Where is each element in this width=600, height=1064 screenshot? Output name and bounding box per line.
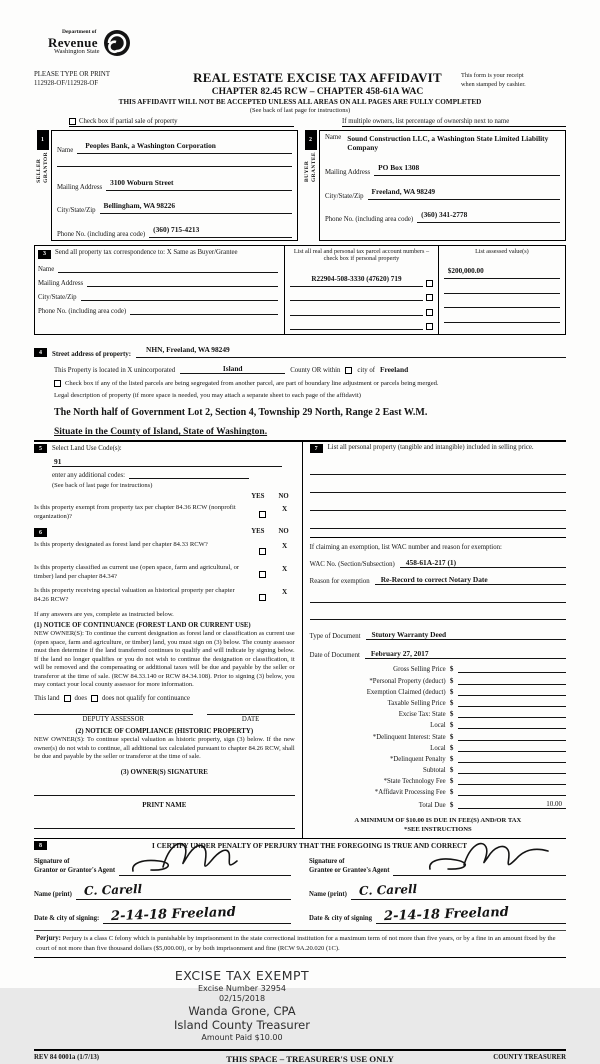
forest-yes-checkbox[interactable] bbox=[259, 548, 266, 555]
reason-label: Reason for exemption bbox=[309, 578, 370, 586]
land-use-label: Select Land Use Code(s): bbox=[52, 445, 122, 453]
subtotal-input[interactable] bbox=[458, 766, 566, 774]
section-4-tab: 4 bbox=[34, 348, 47, 357]
multiple-owners-label: If multiple owners, list percentage of ownership next to name bbox=[342, 118, 566, 127]
grantee-date-city-line[interactable] bbox=[376, 905, 566, 924]
grantee-name-print-label: Name (print) bbox=[309, 891, 347, 899]
grantor-signature-column bbox=[34, 853, 291, 924]
seller-phone-value[interactable]: (360) 715-4213 bbox=[153, 224, 200, 234]
stamp-exempt-line: EXCISE TAX EXEMPT bbox=[174, 968, 310, 984]
stamp-treasurer-name: Wanda Grone, CPA bbox=[188, 1004, 296, 1019]
no-header-2: NO bbox=[278, 528, 289, 536]
buyer-mailing-label: Mailing Address bbox=[325, 169, 371, 176]
notice-compliance-title: (2) NOTICE OF COMPLIANCE (HISTORIC PROPERTY) bbox=[75, 728, 254, 736]
delinquent-penalty-input[interactable] bbox=[458, 755, 566, 763]
dollar-sign: $ bbox=[449, 698, 454, 707]
parcel-1-personal-checkbox[interactable] bbox=[426, 280, 433, 287]
delinquent-penalty-label: *Delinquent Penalty bbox=[389, 755, 446, 763]
reason-value[interactable]: Re-Record to correct Notary Date bbox=[380, 575, 488, 585]
dollar-sign: $ bbox=[449, 777, 454, 786]
buyer-phone-label: Phone No. (including area code) bbox=[325, 216, 414, 223]
buyer-box bbox=[319, 130, 566, 241]
dollar-sign: $ bbox=[449, 665, 454, 674]
receipt-note bbox=[461, 70, 566, 90]
no-header: NO bbox=[278, 493, 289, 501]
revenue-swirl-icon bbox=[102, 28, 132, 58]
county-or-label: County OR within bbox=[290, 367, 341, 375]
dollar-sign: $ bbox=[449, 800, 454, 809]
assessed-column bbox=[438, 246, 565, 335]
print-name-line[interactable] bbox=[34, 819, 295, 829]
parcel-2-input[interactable] bbox=[290, 292, 423, 301]
parcel-4-personal-checkbox[interactable] bbox=[426, 323, 433, 330]
acceptance-warning: THIS AFFIDAVIT WILL NOT BE ACCEPTED UNLESS ALL AREAS ON ALL PAGES ARE FULLY COMPLETED bbox=[118, 98, 482, 106]
personal-property-line-4[interactable] bbox=[310, 519, 566, 529]
seller-gutter bbox=[34, 130, 51, 241]
doc-type-label: Type of Document bbox=[309, 633, 361, 641]
personal-property-deduct-label: *Personal Property (deduct) bbox=[369, 677, 446, 685]
grantor-role-label: GRANTOR bbox=[42, 152, 49, 183]
city-of-label: city of bbox=[357, 367, 375, 375]
this-land-label: This land bbox=[34, 695, 60, 703]
forest-land-question: Is this property designated as forest land per chapter 84.33 RCW? bbox=[34, 541, 208, 549]
form-subtitle: CHAPTER 82.45 RCW – CHAPTER 458-61A WAC bbox=[211, 87, 424, 97]
assessed-column-header: List assessed value(s) bbox=[475, 247, 529, 255]
forest-no-answer[interactable]: X bbox=[282, 542, 288, 551]
does-not-label: does not qualify for continuance bbox=[101, 695, 190, 703]
assessed-value-4-input[interactable] bbox=[444, 314, 560, 323]
state-technology-fee-label: *State Technology Fee bbox=[383, 778, 446, 786]
right-column bbox=[303, 442, 566, 838]
city-checkbox[interactable] bbox=[345, 367, 352, 374]
see-back-note-left: (See back of last page for instructions) bbox=[52, 482, 153, 490]
corr-phone-label: Phone No. (including area code) bbox=[38, 307, 127, 315]
personal-property-line-3[interactable] bbox=[310, 501, 566, 511]
reason-extra-line-2[interactable] bbox=[310, 610, 566, 620]
dor-logo bbox=[48, 30, 566, 68]
minimum-note bbox=[310, 817, 566, 835]
grantor-name-print-label: Name (print) bbox=[34, 891, 72, 899]
deputy-assessor-signature-line[interactable] bbox=[34, 714, 193, 715]
section-3-tab: 3 bbox=[38, 250, 51, 259]
bottom-rule bbox=[34, 1049, 566, 1051]
treasurer-stamp bbox=[112, 968, 372, 1042]
doc-date-value[interactable]: February 27, 2017 bbox=[370, 649, 429, 659]
section-8-tab: 8 bbox=[34, 841, 47, 850]
gross-selling-price-label: Gross Selling Price bbox=[393, 666, 446, 674]
seller-mailing-label: Mailing Address bbox=[57, 183, 103, 191]
certify-bar bbox=[34, 839, 566, 852]
dollar-sign: $ bbox=[449, 754, 454, 763]
street-address-value[interactable]: NHN, Freeland, WA 98249 bbox=[146, 345, 230, 355]
deputy-assessor-label: DEPUTY ASSESSOR bbox=[82, 716, 145, 724]
legal-description-label: Legal description of property (if more space is needed, you may attach a separate sheet to each page of the affidavit) bbox=[54, 392, 361, 400]
form-header bbox=[34, 70, 566, 97]
deputy-assessor-date-line[interactable] bbox=[207, 714, 295, 715]
stamp-date: 02/15/2018 bbox=[218, 994, 266, 1004]
partial-sale-label: Check box if partial sale of property bbox=[79, 118, 178, 125]
footer bbox=[34, 1054, 566, 1064]
grantee-name-print-value: C. Carell bbox=[358, 882, 418, 899]
county-treasurer-label: COUNTY TREASURER bbox=[493, 1053, 566, 1061]
dollar-sign: $ bbox=[449, 766, 454, 775]
exemption-intro: If claiming an exemption, list WAC number and reason for exemption: bbox=[310, 537, 566, 551]
buyer-citystatezip-label: City/State/Zip bbox=[325, 192, 364, 200]
minimum-note-line2: *SEE INSTRUCTIONS bbox=[404, 825, 472, 833]
date-label: DATE bbox=[241, 716, 260, 724]
city-name-value[interactable]: Freeland bbox=[379, 365, 409, 375]
buyer-phone-value[interactable]: (360) 341-2778 bbox=[421, 210, 468, 219]
section-1-tab: 1 bbox=[37, 130, 49, 150]
grantor-name-print-line[interactable] bbox=[76, 881, 291, 900]
taxable-selling-price-label: Taxable Selling Price bbox=[387, 699, 446, 707]
seller-section bbox=[34, 130, 298, 241]
grantor-date-city-line[interactable] bbox=[103, 905, 291, 924]
exempt-yes-checkbox[interactable] bbox=[259, 511, 266, 518]
wac-value[interactable]: 458-61A-217 (1) bbox=[405, 558, 457, 568]
dollar-sign: $ bbox=[449, 732, 454, 741]
assessed-value-3-input[interactable] bbox=[444, 299, 560, 308]
exemption-claimed-label: Exemption Claimed (deduct) bbox=[366, 688, 446, 696]
header-left bbox=[34, 70, 174, 88]
grantee-date-city-label: Date & city of signing bbox=[309, 915, 373, 923]
delinquent-interest-state-label: *Delinquent Interest: State bbox=[372, 733, 446, 741]
dollar-sign: $ bbox=[449, 710, 454, 719]
historical-question: Is this property receiving special valuation as historical property per chapter 84.26 RCW? bbox=[34, 587, 235, 603]
grantee-signature-column bbox=[309, 853, 566, 924]
taxable-selling-price-input[interactable] bbox=[458, 699, 566, 707]
dollar-sign: $ bbox=[449, 721, 454, 730]
grantor-signature-line[interactable] bbox=[119, 868, 291, 876]
wac-label: WAC No. (Section/Subsection) bbox=[309, 561, 395, 569]
exemption-claimed-input[interactable] bbox=[458, 688, 566, 696]
personal-property-line-2[interactable] bbox=[310, 483, 566, 493]
corr-citystatezip-label: City/State/Zip bbox=[38, 293, 77, 301]
header-center bbox=[174, 70, 461, 97]
delinquent-interest-local-input[interactable] bbox=[458, 744, 566, 752]
current-use-question: Is this property classified as current use (open space, farm and agricultural, or timber) land per chapter 84.34? bbox=[34, 564, 240, 580]
county-value[interactable]: Island bbox=[180, 364, 285, 374]
grantee-date-city-value: 2-14-18 Freeland bbox=[383, 904, 510, 925]
corr-name-input[interactable] bbox=[58, 265, 278, 273]
state-technology-fee-input[interactable] bbox=[458, 777, 566, 785]
seller-citystatezip-label: City/State/Zip bbox=[57, 207, 96, 214]
owners-signature-label: (3) OWNER(S) SIGNATURE bbox=[120, 768, 208, 776]
seller-box bbox=[51, 130, 298, 241]
historical-yes-checkbox[interactable] bbox=[259, 594, 266, 601]
personal-property-header: List all personal property (tangible and intangible) included in selling price. bbox=[327, 444, 534, 452]
form-code: 112928-OF/112928-OF bbox=[34, 80, 99, 88]
buyer-role-label: BUYER bbox=[304, 160, 311, 182]
grantee-sig-label: Signature of Grantee or Grantee's Agent bbox=[309, 858, 390, 875]
dollar-sign: $ bbox=[449, 743, 454, 752]
perjury-label: Perjury: bbox=[36, 935, 61, 943]
left-column bbox=[34, 442, 303, 838]
additional-codes-label: enter any additional codes: bbox=[52, 472, 126, 480]
buyer-name-value[interactable]: Sound Construction LLC, a Washington State Limited Liability Company bbox=[347, 134, 549, 153]
excise-tax-state-input[interactable] bbox=[458, 710, 566, 718]
excise-tax-local-input[interactable] bbox=[458, 721, 566, 729]
dollar-sign: $ bbox=[449, 676, 454, 685]
grantor-date-city-value: 2-14-18 Freeland bbox=[111, 904, 237, 925]
partial-sale-row bbox=[34, 118, 566, 127]
grantee-role-label: GRANTEE bbox=[310, 152, 317, 182]
minimum-note-line1: A MINIMUM OF $10.00 IS DUE IN FEE(S) AND/OR TAX bbox=[354, 816, 522, 824]
exempt-question: Is this property exempt from property tax per chapter 84.36 RCW (nonprofit organization)? bbox=[34, 504, 236, 520]
corr-mailing-input[interactable] bbox=[87, 279, 278, 287]
parties bbox=[34, 130, 566, 241]
segregated-label: Check box if any of the listed parcels are being segregated from another parcel, are part of boundary line adjustment or parcels being merged. bbox=[65, 380, 439, 388]
reason-extra-line-1[interactable] bbox=[310, 593, 566, 603]
current-use-yes-checkbox[interactable] bbox=[259, 571, 266, 578]
total-due-label: Total Due bbox=[418, 801, 446, 809]
current-use-no-answer[interactable]: X bbox=[282, 565, 288, 574]
affidavit-processing-fee-input[interactable] bbox=[458, 788, 566, 796]
print-name-label: PRINT NAME bbox=[142, 801, 187, 809]
parcel-2-personal-checkbox[interactable] bbox=[426, 294, 433, 301]
seller-name-value[interactable]: Peoples Bank, a Washington Corporation bbox=[85, 141, 216, 150]
grantee-signature-line[interactable] bbox=[393, 868, 566, 876]
total-due-input[interactable] bbox=[458, 800, 566, 809]
delinquent-interest-state-input[interactable] bbox=[458, 733, 566, 741]
logo-washington-state: Washington State bbox=[54, 47, 100, 55]
legal-description-value[interactable]: The North half of Government Lot 2, Section 4, Township 29 North, Range 2 East W.M. bbox=[54, 407, 428, 419]
section-7-tab: 7 bbox=[310, 444, 323, 453]
seller-name-label: Name bbox=[57, 147, 74, 154]
see-back-note: (See back of last page for instructions) bbox=[249, 107, 351, 114]
personal-property-line-1[interactable] bbox=[310, 465, 566, 475]
seller-citystatezip-value[interactable]: Bellingham, WA 98226 bbox=[103, 201, 176, 210]
stamp-excise-number: Excise Number 32954 bbox=[197, 984, 287, 994]
dor-logo-text bbox=[48, 30, 100, 55]
seller-phone-label: Phone No. (including area code) bbox=[57, 230, 146, 238]
parcel-column-header: List all real and personal tax parcel account numbers – check box if personal property bbox=[293, 247, 430, 262]
if-yes-note: If any answers are yes, complete as instructed below. bbox=[34, 611, 174, 619]
personal-property-deduct-input[interactable] bbox=[458, 677, 566, 685]
excise-tax-state-label: Excise Tax: State bbox=[398, 711, 446, 719]
section-5-tab: 5 bbox=[34, 444, 47, 453]
buyer-citystatezip-value[interactable]: Freeland, WA 98249 bbox=[371, 186, 436, 196]
assessed-value-2-input[interactable] bbox=[444, 285, 560, 294]
logo-department-of: Department of bbox=[62, 29, 97, 35]
additional-codes-input[interactable] bbox=[129, 471, 249, 479]
subtotal-label: Subtotal bbox=[422, 767, 446, 775]
grantor-date-city-label: Date & city of signing: bbox=[34, 915, 100, 923]
corr-name-label: Name bbox=[38, 265, 55, 273]
parcel-4-input[interactable] bbox=[290, 321, 423, 330]
correspondence-column bbox=[35, 246, 284, 335]
stamp-treasurer-title: Island County Treasurer bbox=[174, 1018, 310, 1033]
notice-compliance-body: NEW OWNER(S): To continue special valuation as historic property, sign (3) below. If the new owner(s) do not wish to continue, all additional tax calculated pursuant to chapter 84.26 RCW, shall be due and payable by the seller or transferor at the time of sale. bbox=[34, 736, 295, 761]
please-type-label: PLEASE TYPE OR PRINT bbox=[34, 71, 110, 78]
logo-revenue: Revenue bbox=[48, 34, 98, 50]
section-3-correspondence bbox=[34, 245, 566, 336]
doc-date-label: Date of Document bbox=[309, 652, 360, 660]
parcel-number-value[interactable]: R22904-508-3330 (47620) 719 bbox=[311, 274, 402, 283]
gross-selling-price-input[interactable] bbox=[458, 665, 566, 673]
corr-phone-input[interactable] bbox=[130, 307, 278, 315]
corr-citystatezip-input[interactable] bbox=[81, 293, 279, 301]
buyer-mailing-value[interactable]: PO Box 1308 bbox=[378, 163, 420, 172]
located-prefix: This Property is located in X unincorporated bbox=[54, 367, 176, 375]
main-two-column bbox=[34, 440, 566, 839]
parcel-3-personal-checkbox[interactable] bbox=[426, 309, 433, 316]
does-not-checkbox[interactable] bbox=[91, 695, 98, 702]
land-use-code-value[interactable]: 91 bbox=[52, 457, 282, 467]
parcel-column bbox=[284, 246, 438, 335]
assessed-value-1[interactable]: $200,000.00 bbox=[447, 267, 484, 276]
corr-mailing-label: Mailing Address bbox=[38, 279, 84, 287]
grantor-name-print-value: C. Carell bbox=[83, 882, 143, 899]
perjury-body: Perjury is a class C felony which is punishable by imprisonment in the state correctional institution for a maximum term of not more than five years, or by a fine in an amount fixed by the court of not more than five thousand dollars ($5,000.00), or by both imprisonment and fine (RCW 9A.20.020 (1C). bbox=[36, 935, 556, 952]
section-2-tab: 2 bbox=[305, 130, 317, 150]
treasurer-use-only-label: THIS SPACE – TREASURER'S USE ONLY bbox=[226, 1053, 394, 1064]
grantee-name-print-line[interactable] bbox=[351, 881, 566, 900]
yes-header: YES bbox=[251, 493, 265, 501]
form-title: REAL ESTATE EXCISE TAX AFFIDAVIT bbox=[193, 70, 442, 85]
section-4-property bbox=[34, 339, 566, 437]
historical-no-answer[interactable]: X bbox=[282, 588, 288, 597]
receipt-note-line2: when stamped by cashier. bbox=[461, 80, 526, 88]
situate-line: Situate in the County of Island, State of Washington. bbox=[54, 427, 268, 438]
notice-continuance-title: (1) NOTICE OF CONTINUANCE (FOREST LAND OR CURRENT USE) bbox=[34, 622, 251, 630]
total-due-value: 10.00 bbox=[546, 799, 562, 808]
partial-sale-checkbox[interactable] bbox=[69, 118, 76, 125]
affidavit-processing-fee-label: *Affidavit Processing Fee bbox=[374, 789, 446, 797]
doc-type-value[interactable]: Stutory Warranty Deed bbox=[371, 630, 447, 640]
parcel-3-input[interactable] bbox=[290, 307, 423, 316]
does-label: does bbox=[74, 695, 87, 703]
seller-mailing-value[interactable]: 3100 Woburn Street bbox=[110, 177, 174, 187]
street-address-label: Street address of property: bbox=[52, 351, 132, 359]
correspondence-label: Send all property tax correspondence to: X Same as Buyer/Grantee bbox=[55, 248, 238, 256]
excise-tax-local-label: Local bbox=[430, 722, 446, 730]
rev-number: REV 84 0001a (1/7/13) bbox=[34, 1053, 100, 1061]
section-6-tab: 6 bbox=[34, 528, 47, 537]
owners-signature-line[interactable] bbox=[34, 786, 295, 796]
exempt-no-answer[interactable]: X bbox=[282, 505, 288, 514]
seller-name-extra-line[interactable] bbox=[57, 159, 292, 167]
segregated-checkbox[interactable] bbox=[54, 380, 61, 387]
delinquent-interest-local-label: Local bbox=[430, 744, 446, 752]
certify-statement: I CERTIFY UNDER PENALTY OF PERJURY THAT THE FOREGOING IS TRUE AND CORRECT bbox=[152, 841, 467, 850]
notice-continuance-body: NEW OWNER(S): To continue the current designation as forest land or classification as current use (open space, farm and agriculture, or timber) land, you must sign on (3) below. The county assessor must then determine if the land transferred continues to qualify and will indicate by signing below. If the land no longer qualifies or you do not wish to continue the designation or classification, it will be removed and the compensating or additional taxes will be due and payable by the seller or transferor at the time of sale. (RCW 84.33.140 or RCW 84.34.108). Prior to signing (3) below, you may contact your local county assessor for more information. bbox=[34, 630, 295, 688]
yes-header-2: YES bbox=[251, 528, 265, 536]
seller-role-label: SELLER bbox=[36, 158, 43, 183]
stamp-amount-paid: Amount Paid $10.00 bbox=[201, 1032, 283, 1042]
signature-area bbox=[34, 853, 566, 924]
does-checkbox[interactable] bbox=[64, 695, 71, 702]
dollar-sign: $ bbox=[449, 788, 454, 797]
money-block bbox=[310, 665, 566, 808]
grantor-sig-label: Signature of Grantor or Grantor's Agent bbox=[34, 858, 116, 875]
buyer-gutter bbox=[302, 130, 319, 241]
buyer-section bbox=[302, 130, 566, 241]
perjury-notice bbox=[34, 930, 566, 958]
buyer-name-label: Name bbox=[325, 134, 342, 141]
dollar-sign: $ bbox=[449, 687, 454, 696]
receipt-note-line1: This form is your receipt bbox=[461, 72, 524, 79]
